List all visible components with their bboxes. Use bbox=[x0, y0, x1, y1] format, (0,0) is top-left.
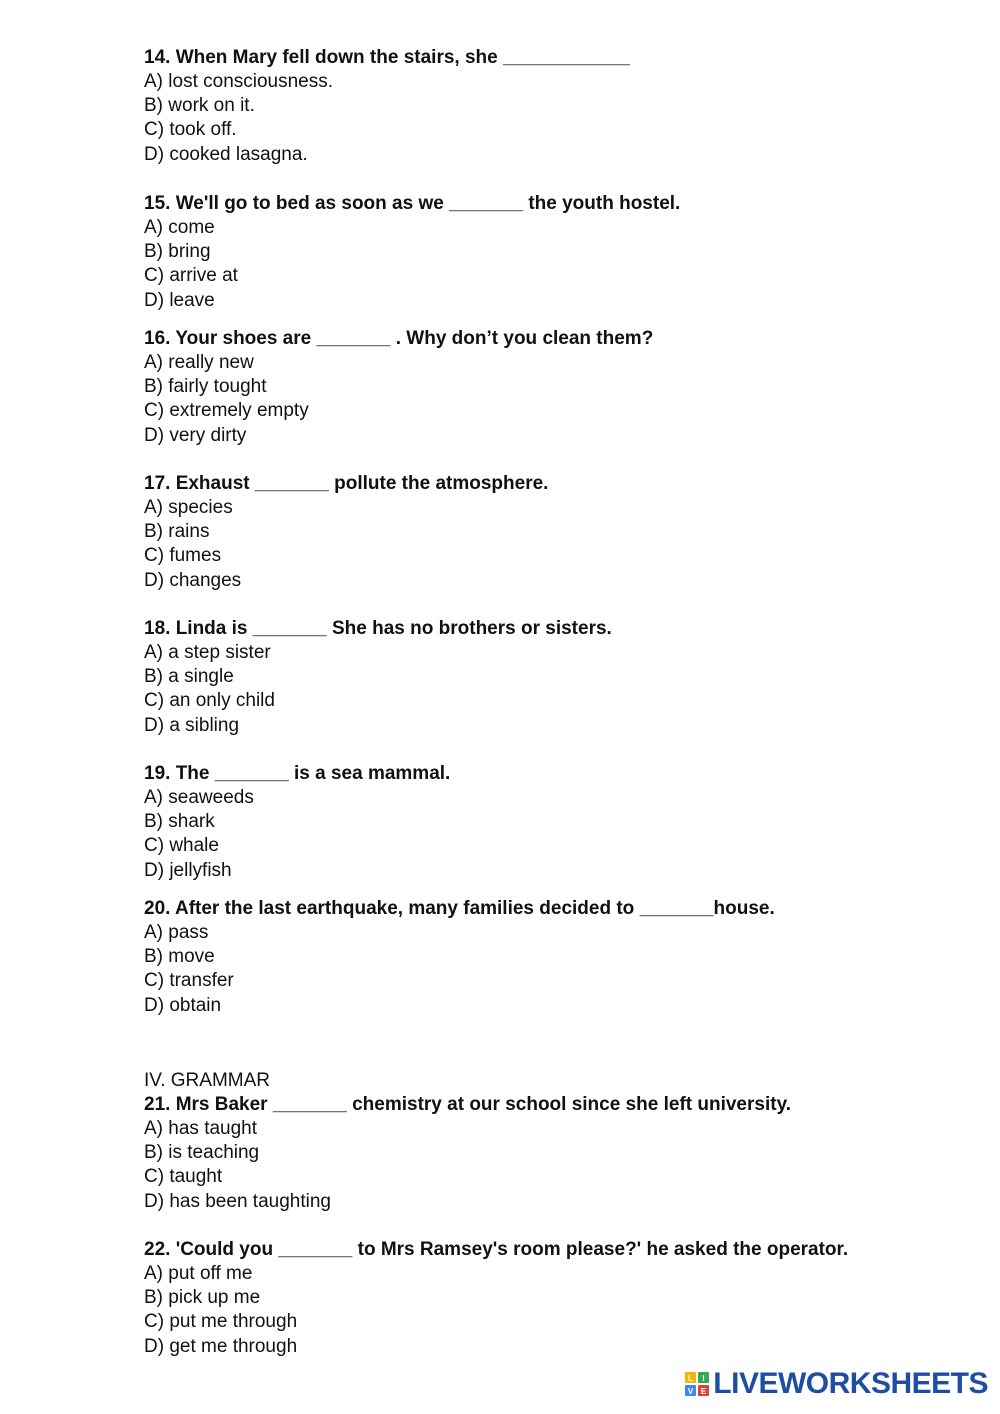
svg-text:L: L bbox=[688, 1374, 694, 1383]
answer-option: B) is teaching bbox=[144, 1142, 260, 1164]
answer-option: B) a single bbox=[144, 666, 234, 688]
question-18 bbox=[144, 617, 612, 738]
logo-text: LIVEWORKSHEETS bbox=[713, 1367, 988, 1400]
question-prompt: 19. The _______ is a sea mammal. bbox=[144, 763, 451, 784]
question-22 bbox=[144, 1238, 848, 1359]
question-15 bbox=[144, 192, 680, 313]
answer-option: D) has been taughting bbox=[144, 1190, 331, 1212]
answer-option: A) put off me bbox=[144, 1263, 253, 1284]
answer-option: B) move bbox=[144, 946, 215, 968]
answer-option: B) bring bbox=[144, 241, 211, 263]
answer-option: C) took off. bbox=[144, 119, 237, 141]
answer-option: A) pass bbox=[144, 922, 209, 943]
answer-option: B) shark bbox=[144, 811, 215, 833]
svg-text:E: E bbox=[701, 1387, 707, 1396]
svg-text:I: I bbox=[702, 1374, 705, 1383]
question-prompt: 16. Your shoes are _______ . Why don’t you clean them? bbox=[144, 328, 654, 349]
question-prompt: 21. Mrs Baker _______ chemistry at our school since she left university. bbox=[144, 1094, 792, 1115]
question-17 bbox=[144, 472, 548, 593]
answer-option: C) whale bbox=[144, 835, 219, 857]
question-19 bbox=[144, 762, 450, 883]
answer-option: C) extremely empty bbox=[144, 400, 309, 422]
answer-option: B) pick up me bbox=[144, 1287, 261, 1309]
svg-text:V: V bbox=[688, 1387, 694, 1396]
answer-option: D) very dirty bbox=[144, 424, 247, 446]
answer-option: A) lost consciousness. bbox=[144, 71, 334, 92]
question-16 bbox=[144, 327, 653, 448]
answer-option: B) fairly tought bbox=[144, 376, 267, 398]
liveworksheets-logo[interactable] bbox=[685, 1364, 988, 1404]
answer-option: D) cooked lasagna. bbox=[144, 143, 308, 165]
answer-option: D) get me through bbox=[144, 1335, 298, 1357]
answer-option: B) rains bbox=[144, 521, 210, 543]
answer-option: C) an only child bbox=[144, 690, 275, 712]
question-prompt: 14. When Mary fell down the stairs, she ____________ bbox=[144, 47, 630, 68]
question-20 bbox=[144, 897, 775, 1018]
answer-option: D) changes bbox=[144, 569, 242, 591]
answer-option: A) really new bbox=[144, 352, 254, 373]
answer-option: A) species bbox=[144, 497, 233, 518]
answer-option: D) a sibling bbox=[144, 714, 240, 736]
answer-option: C) taught bbox=[144, 1166, 223, 1188]
answer-option: A) seaweeds bbox=[144, 787, 254, 808]
liveworksheets-logo-icon bbox=[685, 1372, 709, 1396]
question-prompt: 22. 'Could you _______ to Mrs Ramsey's room please?' he asked the operator. bbox=[144, 1239, 849, 1260]
question-prompt: 20. After the last earthquake, many families decided to _______house. bbox=[144, 898, 775, 919]
question-14 bbox=[144, 46, 630, 167]
answer-option: D) jellyfish bbox=[144, 859, 232, 881]
answer-option: A) a step sister bbox=[144, 642, 271, 663]
answer-option: B) work on it. bbox=[144, 95, 255, 117]
answer-option: A) has taught bbox=[144, 1118, 258, 1139]
answer-option: A) come bbox=[144, 217, 215, 238]
answer-option: C) transfer bbox=[144, 970, 234, 992]
section-heading-grammar: IV. GRAMMAR bbox=[144, 1070, 270, 1091]
answer-option: C) put me through bbox=[144, 1311, 298, 1333]
answer-option: C) fumes bbox=[144, 545, 222, 567]
answer-option: D) leave bbox=[144, 289, 215, 311]
question-prompt: 15. We'll go to bed as soon as we _______ the youth hostel. bbox=[144, 193, 681, 214]
question-21 bbox=[144, 1093, 791, 1214]
answer-option: D) obtain bbox=[144, 994, 222, 1016]
question-prompt: 18. Linda is _______ She has no brothers or sisters. bbox=[144, 618, 612, 639]
answer-option: C) arrive at bbox=[144, 265, 238, 287]
question-prompt: 17. Exhaust _______ pollute the atmosphere. bbox=[144, 473, 549, 494]
